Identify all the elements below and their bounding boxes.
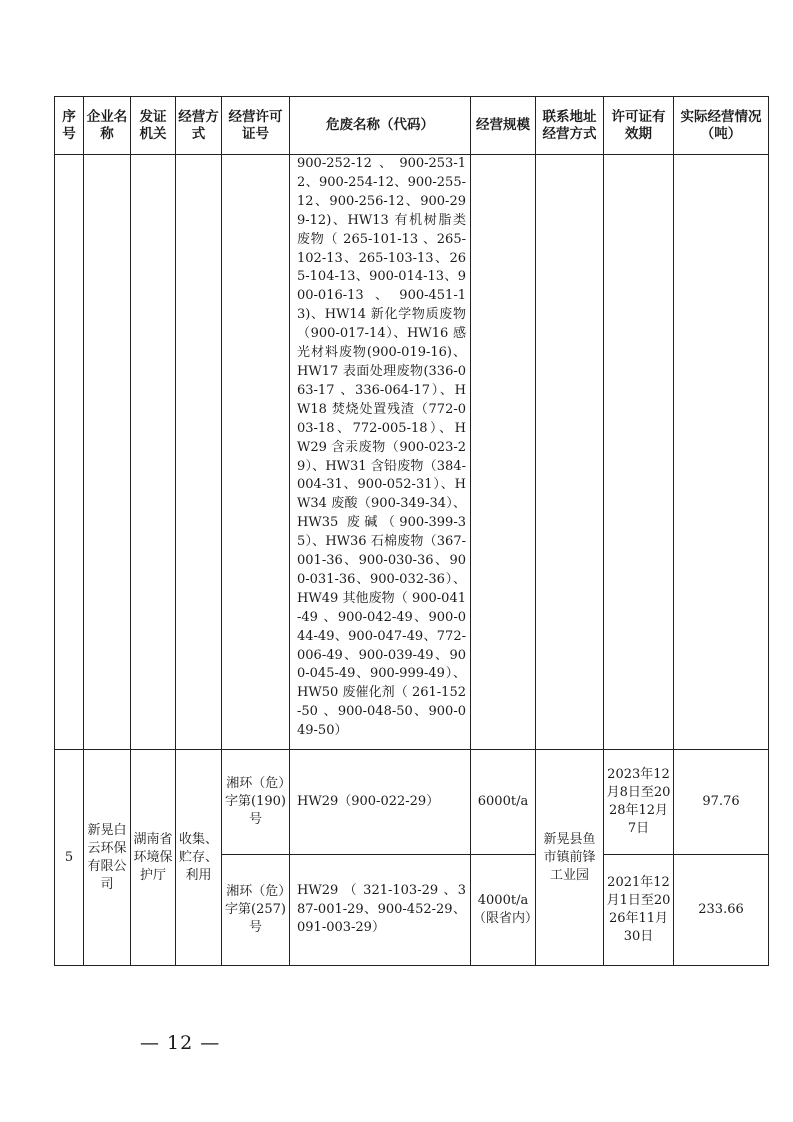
header-actual: 实际经营情况（吨） <box>674 97 769 155</box>
license-validity: 2023年12月8日至2028年12月7日 <box>604 750 674 855</box>
header-validity: 许可证有效期 <box>604 97 674 155</box>
continued-waste-list: 900-252-12、900-253-12、900-254-12、900-255-12、900-256-12、900-299-12)、HW13 有机树脂类废物（ 265-101-13 、265-102-13、265-103-13、265-104-13、900-014-13、900-016-13、900-451-13)、HW14 新化学物质废物（900-017-14）、HW16 感光材料废物(900-019-16)、HW17 表面处理废物(336-063-17 、336-064-17）、HW18 焚烧处置残渣（772-003-18、772-005-18）、HW29 含汞废物（900-023-29）、HW31 含铅废物（384-004-31、900-052-31）、HW34 废酸（900-349-34）、HW35 废碱（900-399-35）、HW36 石棉废物（367-001-36、900-030-36、900-031-36、900-032-36）、HW49 其他废物（ 900-041-49 、900-042-49、900-044-49、900-047-49、772-006-49、900-039-49、900-045-49、900-999-49）、HW50 废催化剂（ 261-152-50 、900-048-50、900-049-50） <box>290 155 471 750</box>
contact-address: 新晃县鱼市镇前锋工业园 <box>536 750 604 966</box>
hazardous-waste-license-table <box>54 96 769 966</box>
page-number: — 12 — <box>140 1032 221 1054</box>
license-number: 湘环（危）字第(257)号 <box>222 855 290 966</box>
license-number: 湘环（危）字第(190)号 <box>222 750 290 855</box>
header-license-no: 经营许可证号 <box>222 97 290 155</box>
operation-method: 收集、贮存、利用 <box>176 750 222 966</box>
actual-tonnage: 233.66 <box>674 855 769 966</box>
issuing-authority: 湖南省环境保护厅 <box>131 750 176 966</box>
table-row <box>55 750 769 855</box>
header-company: 企业名称 <box>84 97 131 155</box>
actual-tonnage: 97.76 <box>674 750 769 855</box>
header-no: 序号 <box>55 97 84 155</box>
header-waste: 危废名称（代码） <box>290 97 471 155</box>
operation-scale: 4000t/a（限省内） <box>471 855 536 966</box>
waste-codes: HW29（900-022-29） <box>290 750 471 855</box>
entry-number: 5 <box>55 750 84 966</box>
header-scale: 经营规模 <box>471 97 536 155</box>
header-row <box>55 97 769 155</box>
header-address: 联系地址经营方式 <box>536 97 604 155</box>
header-method: 经营方式 <box>176 97 222 155</box>
company-name: 新晃白云环保有限公司 <box>84 750 131 966</box>
continued-row <box>55 155 769 750</box>
license-validity: 2021年12月1日至2026年11月30日 <box>604 855 674 966</box>
header-authority: 发证机关 <box>131 97 176 155</box>
operation-scale: 6000t/a <box>471 750 536 855</box>
waste-codes: HW29 （ 321-103-29 、387-001-29、900-452-29、091-003-29） <box>290 855 471 966</box>
